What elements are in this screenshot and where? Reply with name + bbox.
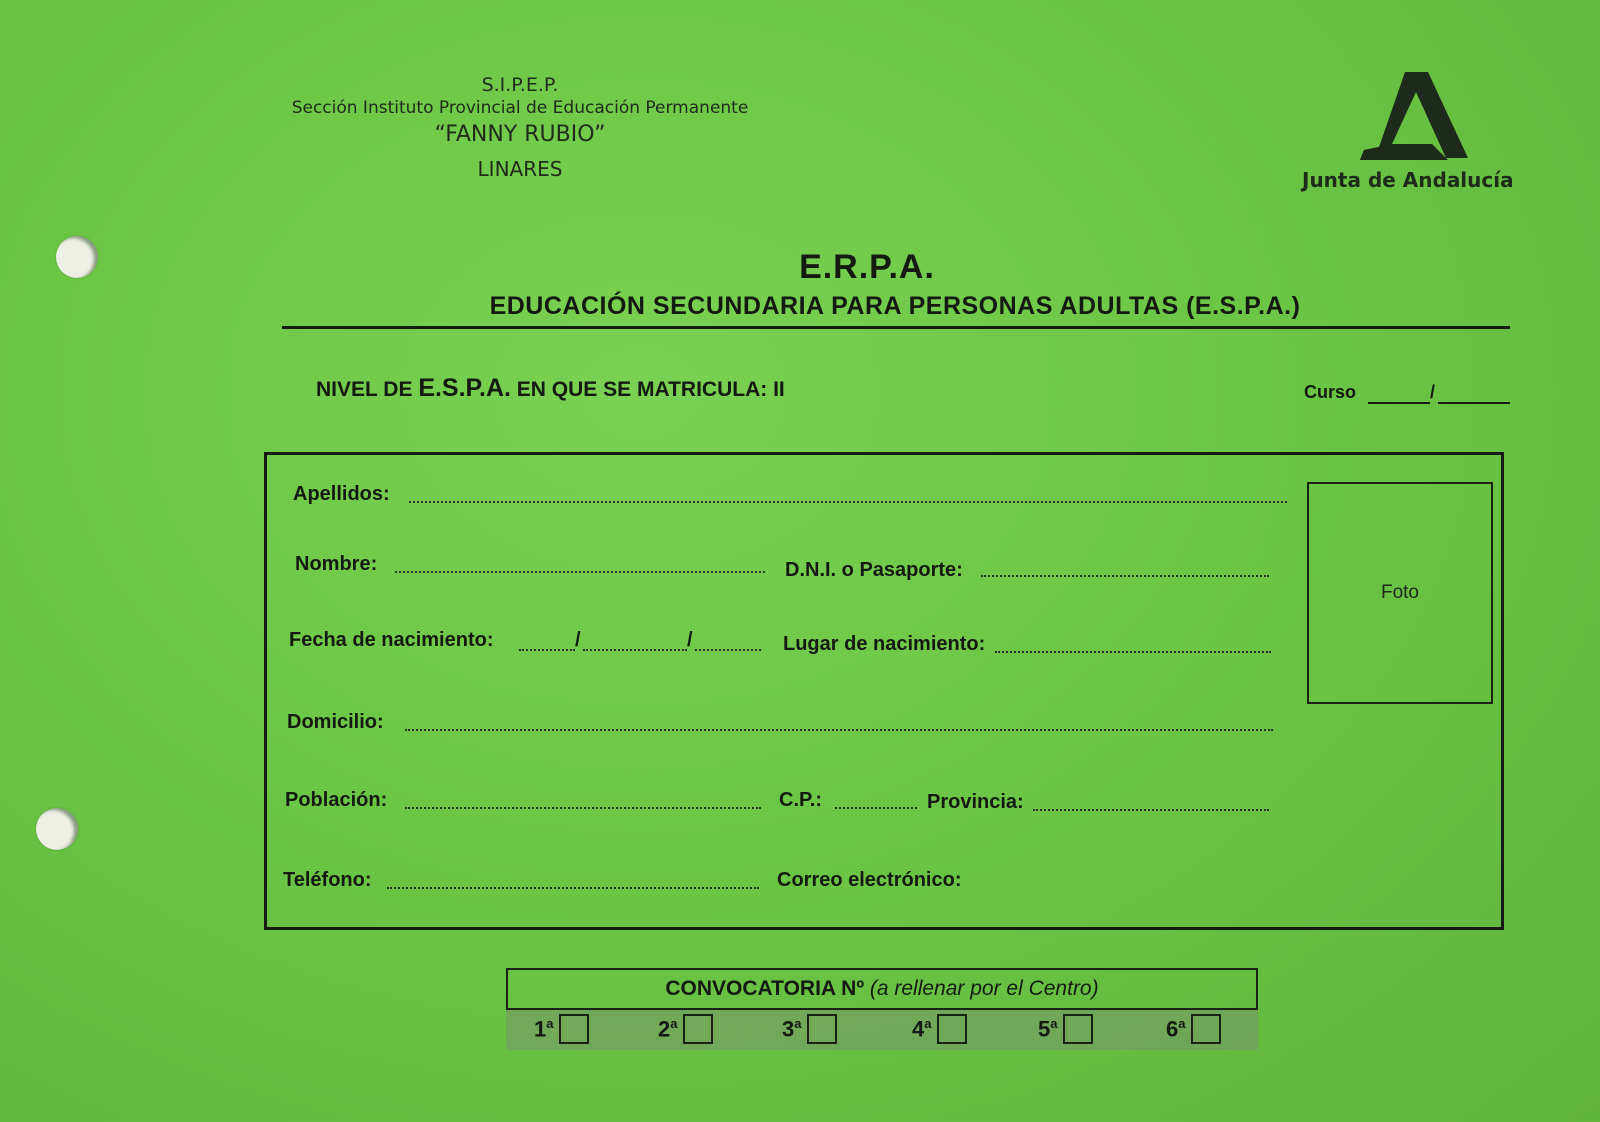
domicilio-label: Domicilio: [287, 711, 384, 733]
telefono-field[interactable] [387, 887, 759, 889]
nivel-espa: E.S.P.A. [418, 374, 511, 402]
convocatoria-header [506, 968, 1258, 1010]
fecha-mes-field[interactable] [583, 649, 687, 651]
junta-a-logo-icon [1300, 70, 1530, 170]
page-title: E.R.P.A. [799, 248, 935, 286]
nivel-line [316, 374, 785, 403]
junta-logo-text: Junta de Andalucía [1302, 168, 1514, 192]
apellidos-field[interactable] [409, 501, 1287, 503]
apellidos-label: Apellidos: [293, 483, 390, 505]
convocatoria-option-6[interactable] [1166, 1014, 1221, 1044]
fecha-slash-2: / [687, 629, 693, 651]
convocatoria-note: (a rellenar por el Centro) [869, 977, 1099, 1000]
convocatoria-checkbox[interactable] [1191, 1014, 1221, 1044]
convocatoria-title: CONVOCATORIA Nº [665, 977, 864, 1000]
curso-line-2 [1438, 402, 1510, 404]
poblacion-field[interactable] [405, 807, 761, 809]
convocatoria-options [506, 1010, 1258, 1050]
dni-label: D.N.I. o Pasaporte: [785, 559, 963, 581]
telefono-label: Teléfono: [283, 869, 372, 891]
school-quoted-name: “FANNY RUBIO” [434, 122, 606, 147]
convocatoria-option-4[interactable] [912, 1014, 967, 1044]
domicilio-field[interactable] [405, 729, 1273, 731]
junta-logo [1300, 70, 1530, 200]
convocatoria-table [506, 968, 1258, 1050]
convocatoria-option-5[interactable] [1038, 1014, 1093, 1044]
convocatoria-checkbox[interactable] [807, 1014, 837, 1044]
page-subtitle: EDUCACIÓN SECUNDARIA PARA PERSONAS ADULTAS (E.S.P.A.) [489, 292, 1301, 320]
cp-label: C.P.: [779, 789, 822, 811]
fecha-nacimiento-label: Fecha de nacimiento: [289, 629, 494, 651]
convocatoria-option-number: 6$^a$ [1166, 1015, 1186, 1042]
curso-label: Curso [1304, 382, 1357, 402]
convocatoria-checkbox[interactable] [937, 1014, 967, 1044]
fecha-slash-1: / [575, 629, 581, 651]
lugar-nacimiento-label: Lugar de nacimiento: [783, 633, 986, 655]
photo-box[interactable] [1307, 482, 1493, 704]
convocatoria-checkbox[interactable] [683, 1014, 713, 1044]
convocatoria-option-2[interactable] [658, 1014, 713, 1044]
convocatoria-option-number: 4$^a$ [912, 1015, 932, 1042]
convocatoria-checkbox[interactable] [1063, 1014, 1093, 1044]
fecha-dia-field[interactable] [519, 649, 575, 651]
correo-label: Correo electrónico: [777, 869, 962, 891]
school-header [280, 74, 760, 181]
cp-field[interactable] [835, 807, 917, 809]
fecha-anio-field[interactable] [695, 649, 761, 651]
curso-field[interactable] [1304, 382, 1510, 406]
nombre-field[interactable] [395, 571, 765, 573]
convocatoria-option-number: 5$^a$ [1038, 1015, 1058, 1042]
provincia-field[interactable] [1033, 809, 1269, 811]
school-name: Sección Instituto Provincial de Educación Permanente [291, 98, 749, 118]
convocatoria-option-3[interactable] [782, 1014, 837, 1044]
convocatoria-option-1[interactable] [534, 1014, 589, 1044]
nivel-suffix: EN QUE SE MATRICULA: II [516, 378, 785, 401]
dni-field[interactable] [981, 575, 1269, 577]
convocatoria-option-number: 3$^a$ [782, 1015, 802, 1042]
punch-hole-bottom [36, 808, 78, 850]
curso-slash: / [1430, 382, 1436, 402]
title-divider [282, 326, 1510, 329]
school-acronym: S.I.P.E.P. [481, 74, 559, 96]
student-data-form [264, 452, 1504, 930]
nivel-prefix: NIVEL DE [316, 378, 413, 401]
nombre-label: Nombre: [295, 553, 378, 575]
poblacion-label: Población: [285, 789, 388, 811]
convocatoria-option-number: 1$^a$ [534, 1015, 554, 1042]
convocatoria-option-number: 2$^a$ [658, 1015, 678, 1042]
provincia-label: Provincia: [927, 791, 1024, 813]
convocatoria-checkbox[interactable] [559, 1014, 589, 1044]
school-city: LINARES [477, 157, 563, 181]
photo-label: Foto [1380, 582, 1420, 603]
lugar-nacimiento-field[interactable] [995, 651, 1271, 653]
curso-line-1 [1368, 402, 1430, 404]
